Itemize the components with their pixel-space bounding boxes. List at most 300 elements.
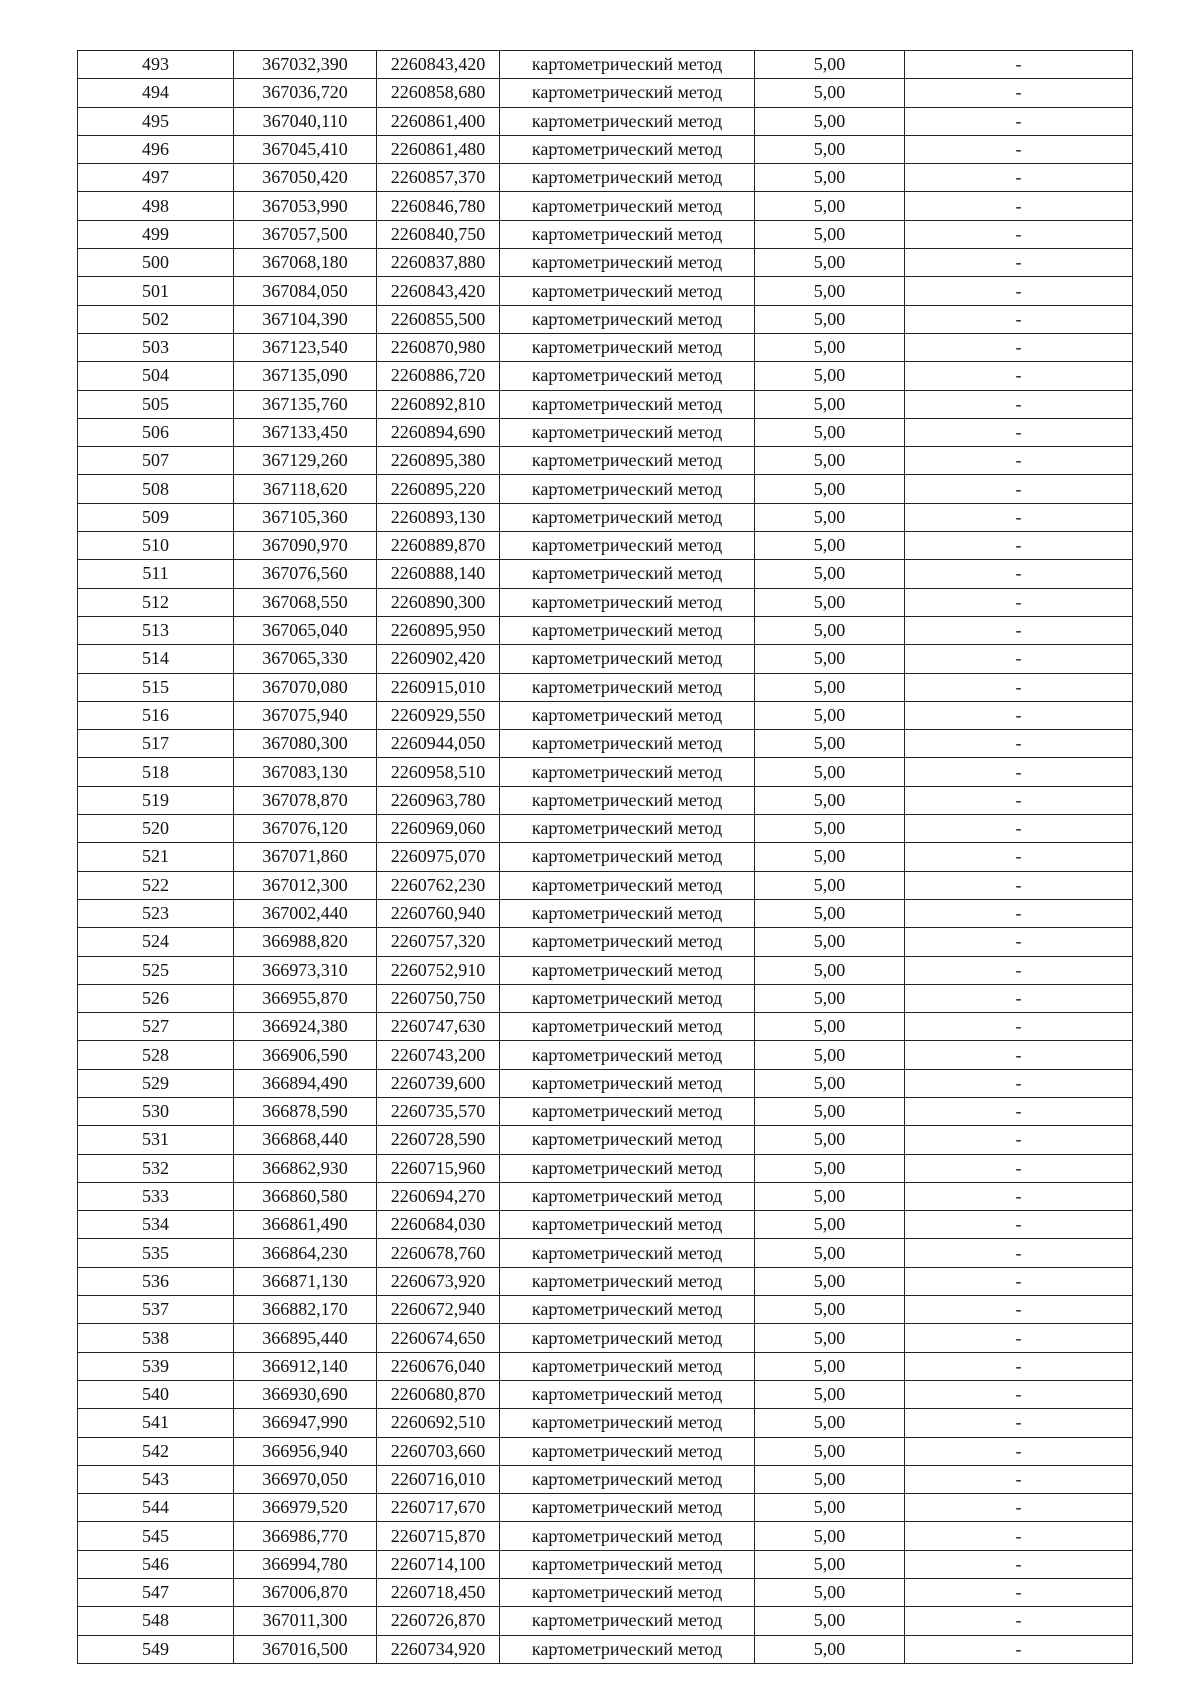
y-coordinate-cell: 2260902,420 bbox=[377, 645, 500, 673]
x-coordinate-cell: 366912,140 bbox=[234, 1352, 377, 1380]
y-coordinate-cell: 2260703,660 bbox=[377, 1437, 500, 1465]
note-cell: - bbox=[905, 1126, 1133, 1154]
x-coordinate-cell: 366864,230 bbox=[234, 1239, 377, 1267]
y-coordinate-cell: 2260840,750 bbox=[377, 220, 500, 248]
table-row bbox=[78, 673, 1133, 701]
y-coordinate-cell: 2260743,200 bbox=[377, 1041, 500, 1069]
note-cell: - bbox=[905, 928, 1133, 956]
y-coordinate-cell: 2260747,630 bbox=[377, 1013, 500, 1041]
point-number-cell: 523 bbox=[78, 899, 234, 927]
point-number-cell: 548 bbox=[78, 1607, 234, 1635]
point-number-cell: 499 bbox=[78, 220, 234, 248]
note-cell: - bbox=[905, 1296, 1133, 1324]
table-row bbox=[78, 532, 1133, 560]
y-coordinate-cell: 2260963,780 bbox=[377, 786, 500, 814]
accuracy-cell: 5,00 bbox=[755, 447, 905, 475]
method-cell: картометрический метод bbox=[500, 164, 755, 192]
point-number-cell: 543 bbox=[78, 1465, 234, 1493]
note-cell: - bbox=[905, 815, 1133, 843]
note-cell: - bbox=[905, 588, 1133, 616]
table-row bbox=[78, 447, 1133, 475]
accuracy-cell: 5,00 bbox=[755, 899, 905, 927]
method-cell: картометрический метод bbox=[500, 362, 755, 390]
method-cell: картометрический метод bbox=[500, 815, 755, 843]
method-cell: картометрический метод bbox=[500, 1097, 755, 1125]
x-coordinate-cell: 366979,520 bbox=[234, 1494, 377, 1522]
accuracy-cell: 5,00 bbox=[755, 79, 905, 107]
point-number-cell: 521 bbox=[78, 843, 234, 871]
note-cell: - bbox=[905, 701, 1133, 729]
table-row bbox=[78, 1126, 1133, 1154]
point-number-cell: 526 bbox=[78, 984, 234, 1012]
point-number-cell: 529 bbox=[78, 1069, 234, 1097]
point-number-cell: 508 bbox=[78, 475, 234, 503]
table-row bbox=[78, 1182, 1133, 1210]
point-number-cell: 511 bbox=[78, 560, 234, 588]
y-coordinate-cell: 2260890,300 bbox=[377, 588, 500, 616]
note-cell: - bbox=[905, 871, 1133, 899]
method-cell: картометрический метод bbox=[500, 447, 755, 475]
accuracy-cell: 5,00 bbox=[755, 390, 905, 418]
note-cell: - bbox=[905, 1550, 1133, 1578]
note-cell: - bbox=[905, 645, 1133, 673]
note-cell: - bbox=[905, 1013, 1133, 1041]
point-number-cell: 514 bbox=[78, 645, 234, 673]
note-cell: - bbox=[905, 418, 1133, 446]
table-row bbox=[78, 418, 1133, 446]
method-cell: картометрический метод bbox=[500, 588, 755, 616]
x-coordinate-cell: 367076,560 bbox=[234, 560, 377, 588]
point-number-cell: 496 bbox=[78, 135, 234, 163]
y-coordinate-cell: 2260680,870 bbox=[377, 1380, 500, 1408]
accuracy-cell: 5,00 bbox=[755, 1069, 905, 1097]
method-cell: картометрический метод bbox=[500, 616, 755, 644]
accuracy-cell: 5,00 bbox=[755, 362, 905, 390]
accuracy-cell: 5,00 bbox=[755, 249, 905, 277]
accuracy-cell: 5,00 bbox=[755, 1607, 905, 1635]
y-coordinate-cell: 2260855,500 bbox=[377, 305, 500, 333]
accuracy-cell: 5,00 bbox=[755, 1211, 905, 1239]
point-number-cell: 498 bbox=[78, 192, 234, 220]
table-row bbox=[78, 701, 1133, 729]
x-coordinate-cell: 366862,930 bbox=[234, 1154, 377, 1182]
method-cell: картометрический метод bbox=[500, 645, 755, 673]
accuracy-cell: 5,00 bbox=[755, 192, 905, 220]
x-coordinate-cell: 367016,500 bbox=[234, 1635, 377, 1663]
x-coordinate-cell: 366861,490 bbox=[234, 1211, 377, 1239]
method-cell: картометрический метод bbox=[500, 418, 755, 446]
method-cell: картометрический метод bbox=[500, 1324, 755, 1352]
y-coordinate-cell: 2260895,220 bbox=[377, 475, 500, 503]
point-number-cell: 500 bbox=[78, 249, 234, 277]
x-coordinate-cell: 366860,580 bbox=[234, 1182, 377, 1210]
y-coordinate-cell: 2260975,070 bbox=[377, 843, 500, 871]
accuracy-cell: 5,00 bbox=[755, 730, 905, 758]
accuracy-cell: 5,00 bbox=[755, 1154, 905, 1182]
table-row bbox=[78, 730, 1133, 758]
x-coordinate-cell: 366994,780 bbox=[234, 1550, 377, 1578]
method-cell: картометрический метод bbox=[500, 560, 755, 588]
table-row bbox=[78, 1013, 1133, 1041]
y-coordinate-cell: 2260944,050 bbox=[377, 730, 500, 758]
note-cell: - bbox=[905, 79, 1133, 107]
x-coordinate-cell: 367012,300 bbox=[234, 871, 377, 899]
table-row bbox=[78, 503, 1133, 531]
y-coordinate-cell: 2260760,940 bbox=[377, 899, 500, 927]
x-coordinate-cell: 367080,300 bbox=[234, 730, 377, 758]
method-cell: картометрический метод bbox=[500, 1550, 755, 1578]
table-row bbox=[78, 588, 1133, 616]
x-coordinate-cell: 367078,870 bbox=[234, 786, 377, 814]
x-coordinate-cell: 367065,040 bbox=[234, 616, 377, 644]
accuracy-cell: 5,00 bbox=[755, 503, 905, 531]
point-number-cell: 505 bbox=[78, 390, 234, 418]
method-cell: картометрический метод bbox=[500, 390, 755, 418]
table-row bbox=[78, 786, 1133, 814]
accuracy-cell: 5,00 bbox=[755, 1494, 905, 1522]
method-cell: картометрический метод bbox=[500, 984, 755, 1012]
y-coordinate-cell: 2260676,040 bbox=[377, 1352, 500, 1380]
point-number-cell: 520 bbox=[78, 815, 234, 843]
x-coordinate-cell: 366894,490 bbox=[234, 1069, 377, 1097]
note-cell: - bbox=[905, 164, 1133, 192]
table-row bbox=[78, 305, 1133, 333]
method-cell: картометрический метод bbox=[500, 475, 755, 503]
note-cell: - bbox=[905, 560, 1133, 588]
accuracy-cell: 5,00 bbox=[755, 1635, 905, 1663]
method-cell: картометрический метод bbox=[500, 1607, 755, 1635]
accuracy-cell: 5,00 bbox=[755, 815, 905, 843]
note-cell: - bbox=[905, 899, 1133, 927]
note-cell: - bbox=[905, 1409, 1133, 1437]
y-coordinate-cell: 2260673,920 bbox=[377, 1267, 500, 1295]
method-cell: картометрический метод bbox=[500, 1211, 755, 1239]
note-cell: - bbox=[905, 1211, 1133, 1239]
table-row bbox=[78, 79, 1133, 107]
point-number-cell: 503 bbox=[78, 333, 234, 361]
note-cell: - bbox=[905, 1437, 1133, 1465]
x-coordinate-cell: 367032,390 bbox=[234, 51, 377, 79]
accuracy-cell: 5,00 bbox=[755, 1296, 905, 1324]
accuracy-cell: 5,00 bbox=[755, 135, 905, 163]
x-coordinate-cell: 367065,330 bbox=[234, 645, 377, 673]
method-cell: картометрический метод bbox=[500, 1380, 755, 1408]
accuracy-cell: 5,00 bbox=[755, 1579, 905, 1607]
x-coordinate-cell: 366956,940 bbox=[234, 1437, 377, 1465]
accuracy-cell: 5,00 bbox=[755, 871, 905, 899]
y-coordinate-cell: 2260735,570 bbox=[377, 1097, 500, 1125]
note-cell: - bbox=[905, 956, 1133, 984]
table-row bbox=[78, 1465, 1133, 1493]
note-cell: - bbox=[905, 1069, 1133, 1097]
table-row bbox=[78, 220, 1133, 248]
method-cell: картометрический метод bbox=[500, 1239, 755, 1267]
note-cell: - bbox=[905, 107, 1133, 135]
y-coordinate-cell: 2260728,590 bbox=[377, 1126, 500, 1154]
accuracy-cell: 5,00 bbox=[755, 786, 905, 814]
method-cell: картометрический метод bbox=[500, 786, 755, 814]
point-number-cell: 532 bbox=[78, 1154, 234, 1182]
y-coordinate-cell: 2260716,010 bbox=[377, 1465, 500, 1493]
y-coordinate-cell: 2260929,550 bbox=[377, 701, 500, 729]
y-coordinate-cell: 2260843,420 bbox=[377, 277, 500, 305]
y-coordinate-cell: 2260752,910 bbox=[377, 956, 500, 984]
y-coordinate-cell: 2260715,870 bbox=[377, 1522, 500, 1550]
y-coordinate-cell: 2260837,880 bbox=[377, 249, 500, 277]
x-coordinate-cell: 366973,310 bbox=[234, 956, 377, 984]
table-body bbox=[78, 51, 1133, 1664]
table-row bbox=[78, 1324, 1133, 1352]
point-number-cell: 542 bbox=[78, 1437, 234, 1465]
accuracy-cell: 5,00 bbox=[755, 164, 905, 192]
method-cell: картометрический метод bbox=[500, 758, 755, 786]
x-coordinate-cell: 366986,770 bbox=[234, 1522, 377, 1550]
point-number-cell: 506 bbox=[78, 418, 234, 446]
note-cell: - bbox=[905, 503, 1133, 531]
note-cell: - bbox=[905, 1239, 1133, 1267]
accuracy-cell: 5,00 bbox=[755, 1550, 905, 1578]
note-cell: - bbox=[905, 1154, 1133, 1182]
x-coordinate-cell: 366924,380 bbox=[234, 1013, 377, 1041]
table-row bbox=[78, 1437, 1133, 1465]
point-number-cell: 540 bbox=[78, 1380, 234, 1408]
table-row bbox=[78, 1154, 1133, 1182]
note-cell: - bbox=[905, 786, 1133, 814]
x-coordinate-cell: 366871,130 bbox=[234, 1267, 377, 1295]
x-coordinate-cell: 366906,590 bbox=[234, 1041, 377, 1069]
table-row bbox=[78, 1069, 1133, 1097]
method-cell: картометрический метод bbox=[500, 1296, 755, 1324]
y-coordinate-cell: 2260892,810 bbox=[377, 390, 500, 418]
method-cell: картометрический метод bbox=[500, 843, 755, 871]
point-number-cell: 501 bbox=[78, 277, 234, 305]
accuracy-cell: 5,00 bbox=[755, 107, 905, 135]
note-cell: - bbox=[905, 758, 1133, 786]
accuracy-cell: 5,00 bbox=[755, 701, 905, 729]
point-number-cell: 527 bbox=[78, 1013, 234, 1041]
table-row bbox=[78, 1607, 1133, 1635]
point-number-cell: 494 bbox=[78, 79, 234, 107]
table-row bbox=[78, 1352, 1133, 1380]
method-cell: картометрический метод bbox=[500, 956, 755, 984]
table-row bbox=[78, 277, 1133, 305]
note-cell: - bbox=[905, 616, 1133, 644]
note-cell: - bbox=[905, 1465, 1133, 1493]
accuracy-cell: 5,00 bbox=[755, 984, 905, 1012]
note-cell: - bbox=[905, 1635, 1133, 1663]
accuracy-cell: 5,00 bbox=[755, 956, 905, 984]
point-number-cell: 537 bbox=[78, 1296, 234, 1324]
y-coordinate-cell: 2260757,320 bbox=[377, 928, 500, 956]
note-cell: - bbox=[905, 984, 1133, 1012]
y-coordinate-cell: 2260734,920 bbox=[377, 1635, 500, 1663]
y-coordinate-cell: 2260672,940 bbox=[377, 1296, 500, 1324]
accuracy-cell: 5,00 bbox=[755, 1041, 905, 1069]
method-cell: картометрический метод bbox=[500, 899, 755, 927]
table-row bbox=[78, 1409, 1133, 1437]
note-cell: - bbox=[905, 51, 1133, 79]
x-coordinate-cell: 367105,360 bbox=[234, 503, 377, 531]
table-row bbox=[78, 362, 1133, 390]
accuracy-cell: 5,00 bbox=[755, 616, 905, 644]
method-cell: картометрический метод bbox=[500, 1182, 755, 1210]
table-row bbox=[78, 135, 1133, 163]
table-row bbox=[78, 249, 1133, 277]
y-coordinate-cell: 2260969,060 bbox=[377, 815, 500, 843]
accuracy-cell: 5,00 bbox=[755, 418, 905, 446]
note-cell: - bbox=[905, 1041, 1133, 1069]
table-row bbox=[78, 928, 1133, 956]
y-coordinate-cell: 2260894,690 bbox=[377, 418, 500, 446]
x-coordinate-cell: 367036,720 bbox=[234, 79, 377, 107]
accuracy-cell: 5,00 bbox=[755, 305, 905, 333]
table-row bbox=[78, 51, 1133, 79]
point-number-cell: 519 bbox=[78, 786, 234, 814]
y-coordinate-cell: 2260895,380 bbox=[377, 447, 500, 475]
point-number-cell: 525 bbox=[78, 956, 234, 984]
note-cell: - bbox=[905, 1522, 1133, 1550]
accuracy-cell: 5,00 bbox=[755, 1352, 905, 1380]
table-row bbox=[78, 645, 1133, 673]
x-coordinate-cell: 367045,410 bbox=[234, 135, 377, 163]
x-coordinate-cell: 367133,450 bbox=[234, 418, 377, 446]
point-number-cell: 516 bbox=[78, 701, 234, 729]
point-number-cell: 545 bbox=[78, 1522, 234, 1550]
method-cell: картометрический метод bbox=[500, 192, 755, 220]
y-coordinate-cell: 2260718,450 bbox=[377, 1579, 500, 1607]
accuracy-cell: 5,00 bbox=[755, 1465, 905, 1493]
note-cell: - bbox=[905, 192, 1133, 220]
point-number-cell: 524 bbox=[78, 928, 234, 956]
table-row bbox=[78, 616, 1133, 644]
y-coordinate-cell: 2260870,980 bbox=[377, 333, 500, 361]
x-coordinate-cell: 367053,990 bbox=[234, 192, 377, 220]
point-number-cell: 502 bbox=[78, 305, 234, 333]
point-number-cell: 536 bbox=[78, 1267, 234, 1295]
table-row bbox=[78, 871, 1133, 899]
note-cell: - bbox=[905, 1380, 1133, 1408]
x-coordinate-cell: 367050,420 bbox=[234, 164, 377, 192]
y-coordinate-cell: 2260858,680 bbox=[377, 79, 500, 107]
point-number-cell: 534 bbox=[78, 1211, 234, 1239]
y-coordinate-cell: 2260717,670 bbox=[377, 1494, 500, 1522]
table-row bbox=[78, 560, 1133, 588]
note-cell: - bbox=[905, 1607, 1133, 1635]
accuracy-cell: 5,00 bbox=[755, 532, 905, 560]
note-cell: - bbox=[905, 447, 1133, 475]
y-coordinate-cell: 2260726,870 bbox=[377, 1607, 500, 1635]
y-coordinate-cell: 2260895,950 bbox=[377, 616, 500, 644]
note-cell: - bbox=[905, 1267, 1133, 1295]
point-number-cell: 535 bbox=[78, 1239, 234, 1267]
x-coordinate-cell: 367135,760 bbox=[234, 390, 377, 418]
x-coordinate-cell: 367075,940 bbox=[234, 701, 377, 729]
x-coordinate-cell: 366878,590 bbox=[234, 1097, 377, 1125]
x-coordinate-cell: 367011,300 bbox=[234, 1607, 377, 1635]
table-row bbox=[78, 1239, 1133, 1267]
note-cell: - bbox=[905, 390, 1133, 418]
x-coordinate-cell: 366988,820 bbox=[234, 928, 377, 956]
method-cell: картометрический метод bbox=[500, 1494, 755, 1522]
point-number-cell: 549 bbox=[78, 1635, 234, 1663]
table-row bbox=[78, 843, 1133, 871]
accuracy-cell: 5,00 bbox=[755, 588, 905, 616]
accuracy-cell: 5,00 bbox=[755, 928, 905, 956]
coordinates-table bbox=[77, 50, 1133, 1664]
accuracy-cell: 5,00 bbox=[755, 333, 905, 361]
point-number-cell: 497 bbox=[78, 164, 234, 192]
point-number-cell: 546 bbox=[78, 1550, 234, 1578]
note-cell: - bbox=[905, 333, 1133, 361]
method-cell: картометрический метод bbox=[500, 1579, 755, 1607]
x-coordinate-cell: 366947,990 bbox=[234, 1409, 377, 1437]
method-cell: картометрический метод bbox=[500, 1465, 755, 1493]
method-cell: картометрический метод bbox=[500, 1635, 755, 1663]
note-cell: - bbox=[905, 362, 1133, 390]
table-row bbox=[78, 1267, 1133, 1295]
note-cell: - bbox=[905, 475, 1133, 503]
x-coordinate-cell: 367002,440 bbox=[234, 899, 377, 927]
method-cell: картометрический метод bbox=[500, 1154, 755, 1182]
y-coordinate-cell: 2260893,130 bbox=[377, 503, 500, 531]
table-row bbox=[78, 1579, 1133, 1607]
note-cell: - bbox=[905, 1352, 1133, 1380]
point-number-cell: 513 bbox=[78, 616, 234, 644]
x-coordinate-cell: 367068,180 bbox=[234, 249, 377, 277]
note-cell: - bbox=[905, 1494, 1133, 1522]
x-coordinate-cell: 367040,110 bbox=[234, 107, 377, 135]
point-number-cell: 504 bbox=[78, 362, 234, 390]
point-number-cell: 544 bbox=[78, 1494, 234, 1522]
point-number-cell: 541 bbox=[78, 1409, 234, 1437]
method-cell: картометрический метод bbox=[500, 1522, 755, 1550]
note-cell: - bbox=[905, 532, 1133, 560]
table-row bbox=[78, 192, 1133, 220]
note-cell: - bbox=[905, 1097, 1133, 1125]
y-coordinate-cell: 2260678,760 bbox=[377, 1239, 500, 1267]
x-coordinate-cell: 367057,500 bbox=[234, 220, 377, 248]
table-row bbox=[78, 164, 1133, 192]
y-coordinate-cell: 2260692,510 bbox=[377, 1409, 500, 1437]
method-cell: картометрический метод bbox=[500, 135, 755, 163]
note-cell: - bbox=[905, 843, 1133, 871]
point-number-cell: 495 bbox=[78, 107, 234, 135]
table-row bbox=[78, 1522, 1133, 1550]
x-coordinate-cell: 367068,550 bbox=[234, 588, 377, 616]
accuracy-cell: 5,00 bbox=[755, 1126, 905, 1154]
accuracy-cell: 5,00 bbox=[755, 843, 905, 871]
method-cell: картометрический метод bbox=[500, 1041, 755, 1069]
method-cell: картометрический метод bbox=[500, 673, 755, 701]
accuracy-cell: 5,00 bbox=[755, 277, 905, 305]
table-row bbox=[78, 899, 1133, 927]
table-row bbox=[78, 1296, 1133, 1324]
method-cell: картометрический метод bbox=[500, 730, 755, 758]
accuracy-cell: 5,00 bbox=[755, 475, 905, 503]
table-row bbox=[78, 1211, 1133, 1239]
point-number-cell: 517 bbox=[78, 730, 234, 758]
method-cell: картометрический метод bbox=[500, 79, 755, 107]
y-coordinate-cell: 2260857,370 bbox=[377, 164, 500, 192]
table-row bbox=[78, 1494, 1133, 1522]
note-cell: - bbox=[905, 249, 1133, 277]
y-coordinate-cell: 2260889,870 bbox=[377, 532, 500, 560]
x-coordinate-cell: 367006,870 bbox=[234, 1579, 377, 1607]
note-cell: - bbox=[905, 1579, 1133, 1607]
method-cell: картометрический метод bbox=[500, 871, 755, 899]
point-number-cell: 530 bbox=[78, 1097, 234, 1125]
accuracy-cell: 5,00 bbox=[755, 1013, 905, 1041]
